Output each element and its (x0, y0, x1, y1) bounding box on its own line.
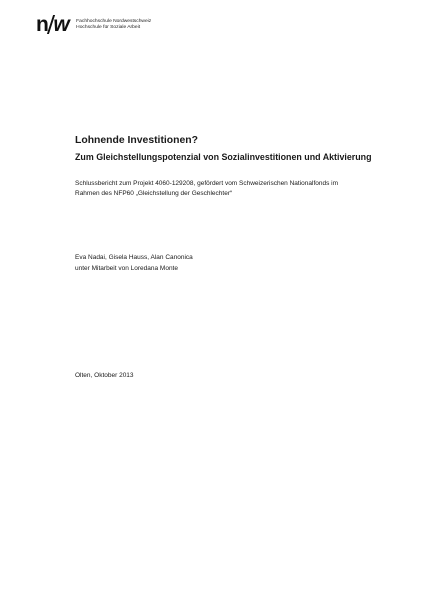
document-subtitle: Zum Gleichstellungspotenzial von Sozialinvestitionen und Aktivierung (75, 152, 372, 162)
institution-name (76, 19, 151, 31)
authors-collaboration: unter Mitarbeit von Loredana Monte (75, 264, 178, 272)
place-date: Olten, Oktober 2013 (75, 372, 134, 379)
authors-block (75, 253, 395, 274)
page-header (36, 14, 151, 35)
report-description (75, 179, 375, 198)
report-description-line-2: Rahmen des NFP60 „Gleichstellung der Geschlechter“ (75, 189, 233, 197)
logo-letter-n: n (36, 13, 49, 36)
report-description-line-1: Schlussbericht zum Projekt 4060-129208, gefördert vom Schweizerischen Nationalfonds im (75, 180, 339, 187)
logo-letter-w: w (53, 13, 70, 36)
institution-line-1: Fachhochschule Nordwestschweiz (76, 18, 152, 24)
institution-line-2: Hochschule für Soziale Arbeit (76, 24, 141, 30)
fhnw-logo (36, 14, 69, 35)
authors-names: Eva Nadai, Gisela Hauss, Alan Canonica (75, 254, 193, 261)
document-title: Lohnende Investitionen? (75, 135, 198, 146)
